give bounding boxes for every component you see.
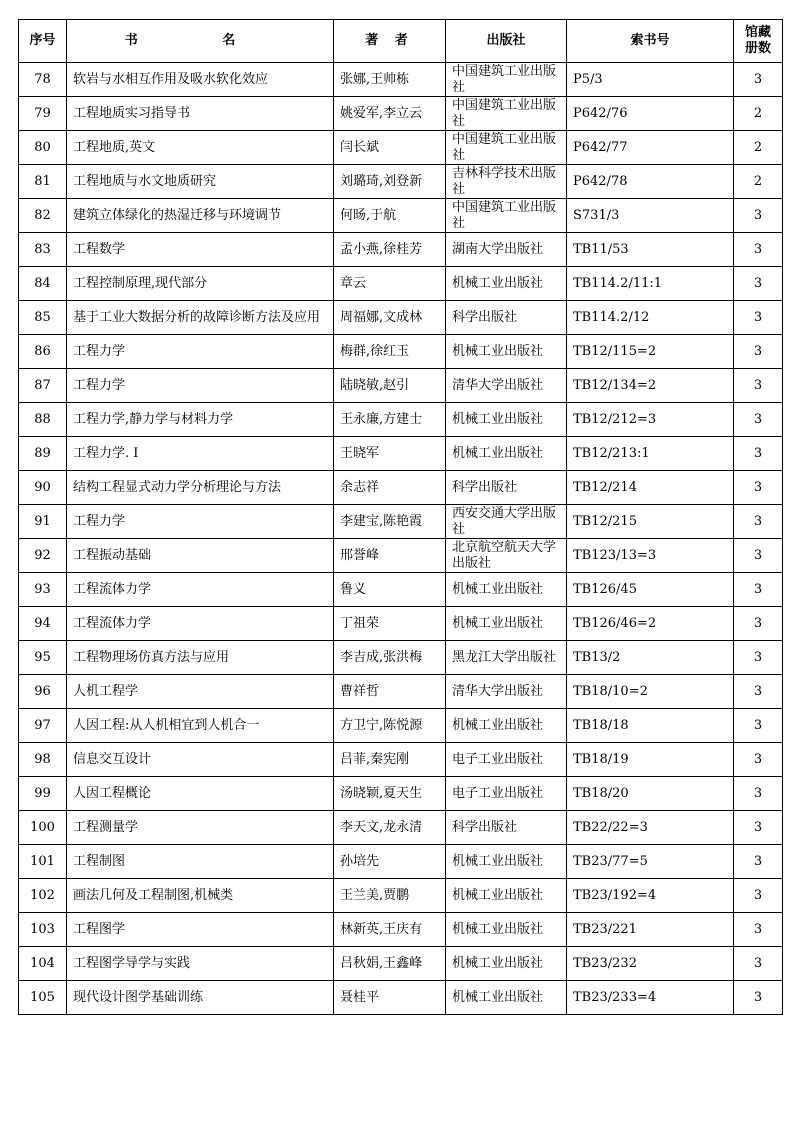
column-header-holdings — [734, 20, 783, 63]
cell-holdings-count: 3 — [734, 403, 783, 437]
cell-title: 工程振动基础 — [67, 539, 334, 573]
table-row — [19, 913, 783, 947]
cell-title: 建筑立体绿化的热湿迁移与环境调节 — [67, 199, 334, 233]
cell-no: 98 — [19, 743, 67, 777]
cell-no: 97 — [19, 709, 67, 743]
cell-no: 94 — [19, 607, 67, 641]
cell-publisher: 清华大学出版社 — [446, 675, 567, 709]
cell-title: 工程流体力学 — [67, 573, 334, 607]
column-header-title: 书 名 — [67, 20, 334, 63]
table-row — [19, 97, 783, 131]
cell-holdings-count: 3 — [734, 981, 783, 1015]
cell-call-number: TB123/13=3 — [567, 539, 734, 573]
column-header-call-number: 索书号 — [567, 20, 734, 63]
cell-author: 李吉成,张洪梅 — [334, 641, 446, 675]
table-row — [19, 471, 783, 505]
cell-holdings-count: 3 — [734, 301, 783, 335]
cell-publisher: 西安交通大学出版社 — [446, 505, 567, 539]
cell-holdings-count: 3 — [734, 505, 783, 539]
cell-publisher: 清华大学出版社 — [446, 369, 567, 403]
cell-no: 78 — [19, 63, 67, 97]
table-row — [19, 403, 783, 437]
cell-call-number: TB126/45 — [567, 573, 734, 607]
cell-no: 82 — [19, 199, 67, 233]
column-header-author: 著 者 — [334, 20, 446, 63]
cell-call-number: TB12/213:1 — [567, 437, 734, 471]
table-row — [19, 539, 783, 573]
cell-call-number: TB126/46=2 — [567, 607, 734, 641]
cell-author: 林新英,王庆有 — [334, 913, 446, 947]
cell-call-number: TB18/19 — [567, 743, 734, 777]
cell-no: 90 — [19, 471, 67, 505]
cell-no: 93 — [19, 573, 67, 607]
cell-holdings-count: 3 — [734, 437, 783, 471]
cell-holdings-count: 3 — [734, 539, 783, 573]
cell-publisher: 中国建筑工业出版社 — [446, 199, 567, 233]
cell-title: 工程力学 — [67, 335, 334, 369]
cell-holdings-count: 2 — [734, 97, 783, 131]
cell-call-number: P5/3 — [567, 63, 734, 97]
cell-publisher: 机械工业出版社 — [446, 437, 567, 471]
cell-author: 王晓军 — [334, 437, 446, 471]
cell-title: 工程地质实习指导书 — [67, 97, 334, 131]
cell-author: 周福娜,文成林 — [334, 301, 446, 335]
cell-holdings-count: 3 — [734, 913, 783, 947]
cell-holdings-count: 3 — [734, 369, 783, 403]
cell-call-number: TB12/134=2 — [567, 369, 734, 403]
cell-no: 104 — [19, 947, 67, 981]
table-row — [19, 607, 783, 641]
cell-author: 何旸,于航 — [334, 199, 446, 233]
cell-title: 工程力学 — [67, 369, 334, 403]
cell-no: 80 — [19, 131, 67, 165]
cell-publisher: 北京航空航天大学出版社 — [446, 539, 567, 573]
cell-title: 工程控制原理,现代部分 — [67, 267, 334, 301]
cell-call-number: TB13/2 — [567, 641, 734, 675]
cell-author: 余志祥 — [334, 471, 446, 505]
cell-publisher: 机械工业出版社 — [446, 607, 567, 641]
table-row — [19, 199, 783, 233]
cell-publisher: 湖南大学出版社 — [446, 233, 567, 267]
cell-call-number: TB23/232 — [567, 947, 734, 981]
cell-title: 现代设计图学基础训练 — [67, 981, 334, 1015]
cell-author: 吕菲,秦宪刚 — [334, 743, 446, 777]
table-row — [19, 947, 783, 981]
cell-call-number: TB114.2/11:1 — [567, 267, 734, 301]
holdings-header-line2: 册数 — [744, 41, 771, 56]
cell-author: 王兰美,贾鹏 — [334, 879, 446, 913]
cell-call-number: TB18/10=2 — [567, 675, 734, 709]
cell-title: 画法几何及工程制图,机械类 — [67, 879, 334, 913]
cell-no: 79 — [19, 97, 67, 131]
cell-no: 84 — [19, 267, 67, 301]
cell-author: 鲁义 — [334, 573, 446, 607]
cell-publisher: 中国建筑工业出版社 — [446, 131, 567, 165]
cell-author: 曹祥哲 — [334, 675, 446, 709]
cell-holdings-count: 2 — [734, 165, 783, 199]
cell-publisher: 机械工业出版社 — [446, 335, 567, 369]
table-row — [19, 777, 783, 811]
cell-call-number: TB18/20 — [567, 777, 734, 811]
cell-title: 工程地质,英文 — [67, 131, 334, 165]
cell-title: 工程力学,静力学与材料力学 — [67, 403, 334, 437]
cell-call-number: TB22/22=3 — [567, 811, 734, 845]
cell-no: 103 — [19, 913, 67, 947]
cell-publisher: 电子工业出版社 — [446, 743, 567, 777]
cell-author: 丁祖荣 — [334, 607, 446, 641]
table-row — [19, 709, 783, 743]
cell-no: 86 — [19, 335, 67, 369]
cell-call-number: P642/78 — [567, 165, 734, 199]
table-row — [19, 845, 783, 879]
cell-no: 92 — [19, 539, 67, 573]
cell-no: 87 — [19, 369, 67, 403]
cell-publisher: 机械工业出版社 — [446, 573, 567, 607]
cell-publisher: 中国建筑工业出版社 — [446, 97, 567, 131]
column-header-publisher: 出版社 — [446, 20, 567, 63]
cell-holdings-count: 3 — [734, 267, 783, 301]
cell-publisher: 黑龙江大学出版社 — [446, 641, 567, 675]
book-catalog-table — [18, 19, 783, 1015]
cell-title: 工程图学 — [67, 913, 334, 947]
cell-holdings-count: 3 — [734, 879, 783, 913]
cell-holdings-count: 3 — [734, 233, 783, 267]
table-row — [19, 641, 783, 675]
cell-call-number: TB12/212=3 — [567, 403, 734, 437]
cell-author: 孟小燕,徐桂芳 — [334, 233, 446, 267]
cell-call-number: TB12/214 — [567, 471, 734, 505]
cell-author: 孙培先 — [334, 845, 446, 879]
cell-title: 工程力学. Ⅰ — [67, 437, 334, 471]
table-row — [19, 63, 783, 97]
cell-no: 102 — [19, 879, 67, 913]
cell-publisher: 机械工业出版社 — [446, 403, 567, 437]
cell-call-number: TB23/233=4 — [567, 981, 734, 1015]
cell-holdings-count: 3 — [734, 777, 783, 811]
cell-author: 李天文,龙永清 — [334, 811, 446, 845]
cell-author: 方卫宁,陈悦源 — [334, 709, 446, 743]
holdings-header-line1: 馆藏 — [744, 25, 771, 40]
cell-author: 刘璐琦,刘登新 — [334, 165, 446, 199]
cell-no: 95 — [19, 641, 67, 675]
cell-call-number: TB12/115=2 — [567, 335, 734, 369]
cell-title: 工程地质与水文地质研究 — [67, 165, 334, 199]
cell-no: 100 — [19, 811, 67, 845]
cell-no: 105 — [19, 981, 67, 1015]
cell-author: 陆晓敏,赵引 — [334, 369, 446, 403]
cell-author: 梅群,徐红玉 — [334, 335, 446, 369]
cell-title: 工程数学 — [67, 233, 334, 267]
table-row — [19, 743, 783, 777]
cell-title: 工程图学导学与实践 — [67, 947, 334, 981]
cell-call-number: TB114.2/12 — [567, 301, 734, 335]
cell-author: 邢誉峰 — [334, 539, 446, 573]
cell-holdings-count: 3 — [734, 471, 783, 505]
cell-author: 汤晓颖,夏天生 — [334, 777, 446, 811]
cell-publisher: 科学出版社 — [446, 301, 567, 335]
cell-no: 89 — [19, 437, 67, 471]
cell-call-number: TB12/215 — [567, 505, 734, 539]
cell-call-number: TB23/77=5 — [567, 845, 734, 879]
cell-holdings-count: 3 — [734, 845, 783, 879]
cell-call-number: P642/76 — [567, 97, 734, 131]
cell-holdings-count: 3 — [734, 63, 783, 97]
cell-author: 吕秋娟,王鑫峰 — [334, 947, 446, 981]
table-row — [19, 879, 783, 913]
cell-author: 章云 — [334, 267, 446, 301]
table-row — [19, 267, 783, 301]
cell-holdings-count: 3 — [734, 675, 783, 709]
table-row — [19, 131, 783, 165]
cell-title: 工程流体力学 — [67, 607, 334, 641]
cell-no: 88 — [19, 403, 67, 437]
cell-holdings-count: 3 — [734, 947, 783, 981]
cell-title: 工程制图 — [67, 845, 334, 879]
cell-publisher: 科学出版社 — [446, 471, 567, 505]
cell-no: 101 — [19, 845, 67, 879]
cell-holdings-count: 3 — [734, 607, 783, 641]
cell-title: 基于工业大数据分析的故障诊断方法及应用 — [67, 301, 334, 335]
cell-holdings-count: 3 — [734, 641, 783, 675]
cell-publisher: 机械工业出版社 — [446, 913, 567, 947]
cell-author: 张娜,王帅栋 — [334, 63, 446, 97]
cell-holdings-count: 3 — [734, 743, 783, 777]
cell-no: 96 — [19, 675, 67, 709]
cell-no: 91 — [19, 505, 67, 539]
cell-call-number: TB11/53 — [567, 233, 734, 267]
cell-no: 99 — [19, 777, 67, 811]
cell-holdings-count: 3 — [734, 811, 783, 845]
table-row — [19, 675, 783, 709]
table-row — [19, 369, 783, 403]
table-header-row — [19, 20, 783, 63]
cell-publisher: 机械工业出版社 — [446, 267, 567, 301]
table-row — [19, 233, 783, 267]
cell-publisher: 吉林科学技术出版社 — [446, 165, 567, 199]
cell-no: 85 — [19, 301, 67, 335]
cell-author: 姚爱军,李立云 — [334, 97, 446, 131]
table-body — [19, 63, 783, 1015]
cell-publisher: 机械工业出版社 — [446, 981, 567, 1015]
cell-publisher: 中国建筑工业出版社 — [446, 63, 567, 97]
cell-holdings-count: 3 — [734, 709, 783, 743]
cell-title: 人因工程概论 — [67, 777, 334, 811]
table-row — [19, 811, 783, 845]
table-row — [19, 301, 783, 335]
cell-no: 81 — [19, 165, 67, 199]
cell-holdings-count: 3 — [734, 573, 783, 607]
cell-publisher: 机械工业出版社 — [446, 709, 567, 743]
cell-holdings-count: 3 — [734, 335, 783, 369]
cell-title: 人因工程:从人机相宜到人机合一 — [67, 709, 334, 743]
cell-title: 工程测量学 — [67, 811, 334, 845]
cell-call-number: S731/3 — [567, 199, 734, 233]
cell-title: 软岩与水相互作用及吸水软化效应 — [67, 63, 334, 97]
cell-no: 83 — [19, 233, 67, 267]
cell-title: 结构工程显式动力学分析理论与方法 — [67, 471, 334, 505]
cell-publisher: 机械工业出版社 — [446, 879, 567, 913]
cell-holdings-count: 3 — [734, 199, 783, 233]
cell-publisher: 电子工业出版社 — [446, 777, 567, 811]
table-row — [19, 165, 783, 199]
table-row — [19, 437, 783, 471]
cell-call-number: TB23/192=4 — [567, 879, 734, 913]
table-row — [19, 505, 783, 539]
column-header-no: 序号 — [19, 20, 67, 63]
cell-title: 人机工程学 — [67, 675, 334, 709]
cell-author: 李建宝,陈艳霞 — [334, 505, 446, 539]
cell-author: 王永廉,方建士 — [334, 403, 446, 437]
cell-publisher: 机械工业出版社 — [446, 947, 567, 981]
cell-author: 闫长斌 — [334, 131, 446, 165]
cell-publisher: 机械工业出版社 — [446, 845, 567, 879]
cell-title: 信息交互设计 — [67, 743, 334, 777]
table-row — [19, 573, 783, 607]
cell-holdings-count: 2 — [734, 131, 783, 165]
cell-call-number: TB23/221 — [567, 913, 734, 947]
cell-title: 工程力学 — [67, 505, 334, 539]
table-row — [19, 981, 783, 1015]
cell-title: 工程物理场仿真方法与应用 — [67, 641, 334, 675]
cell-call-number: P642/77 — [567, 131, 734, 165]
cell-author: 聂桂平 — [334, 981, 446, 1015]
cell-call-number: TB18/18 — [567, 709, 734, 743]
cell-publisher: 科学出版社 — [446, 811, 567, 845]
table-row — [19, 335, 783, 369]
